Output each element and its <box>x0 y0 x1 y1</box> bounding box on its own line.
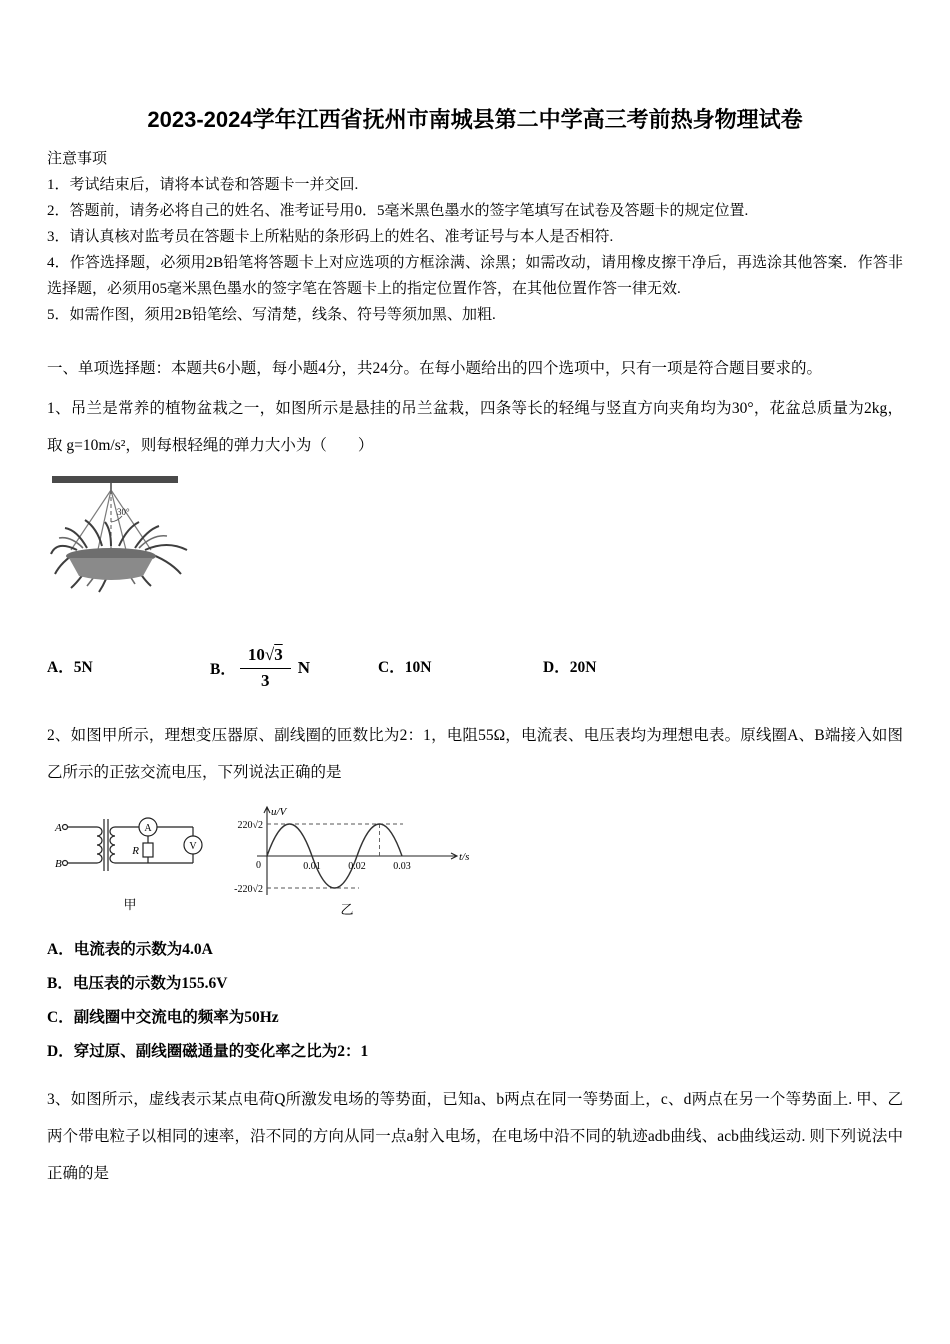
graph-x-label: t/s <box>459 851 470 863</box>
q2-options <box>47 933 903 1069</box>
q3-text: 3、如图所示，虚线表示某点电荷Q所激发电场的等势面，已知a、b两点在同一等势面上，c、d两点在另一个等势面上. 甲、乙两个带电粒子以相同的速率，沿不同的方向从同一点a射入电场，在电场中沿不同的轨迹adb曲线、acb曲线运动. 则下列说法中正确的是 <box>47 1091 903 1182</box>
notes-section <box>47 146 903 328</box>
note-item-1: 1．考试结束后，请将本试卷和答题卡一并交回. <box>47 177 359 193</box>
note-item-3: 3．请认真核对监考员在答题卡上所粘贴的条形码上的姓名、准考证号与本人是否相符. <box>47 229 614 245</box>
note-item-2: 2．答题前，请务必将自己的姓名、准考证号用0．5毫米黑色墨水的签字笔填写在试卷及答题卡的规定位置. <box>47 203 749 219</box>
graph-xtick-3: 0.03 <box>393 861 411 872</box>
ceiling-bar <box>52 476 178 483</box>
q1-text: 1、吊兰是常养的植物盆栽之一，如图所示是悬挂的吊兰盆栽，四条等长的轻绳与竖直方向夹角均为30°，花盆总质量为2kg，取 g=10m/s²，则每根轻绳的弹力大小为（ ） <box>47 400 903 454</box>
notes-heading: 注意事项 <box>47 151 108 167</box>
primary-coil <box>97 827 102 863</box>
graph-y-label: u/V <box>271 806 287 818</box>
fraction-denominator: 3 <box>261 671 270 690</box>
q2-option-a: A．电流表的示数为4.0A <box>47 941 213 958</box>
q1-option-c: C．10N <box>378 659 432 676</box>
hanging-plant-figure <box>47 470 197 598</box>
note-item-5: 5．如需作图，须用2B铅笔绘、写清楚，线条、符号等须加黑、加粗. <box>47 307 496 323</box>
resistor-icon <box>143 843 153 857</box>
note-item-4: 4．作答选择题，必须用2B铅笔将答题卡上对应选项的方框涂满、涂黑；如需改动，请用橡皮擦干净后，再选涂其他答案．作答非选择题，必须用05毫米黑色墨水的签字笔在答题卡上的指定位置作答，在其他位置作答一律无效. <box>47 255 903 297</box>
circuit-caption: 甲 <box>123 897 137 912</box>
secondary-coil <box>110 827 115 863</box>
q2-text: 2、如图甲所示，理想变压器原、副线圈的匝数比为2：1，电阻55Ω，电流表、电压表均为理想电表。原线圈A、B端接入如图乙所示的正弦交流电压，下列说法正确的是 <box>47 727 903 781</box>
q1-figure <box>47 470 903 603</box>
q1-option-b-fraction <box>240 645 291 691</box>
q2-option-c: C．副线圈中交流电的频率为50Hz <box>47 1009 279 1026</box>
q1-option-b <box>210 637 310 699</box>
graph-xtick-2: 0.02 <box>348 861 366 872</box>
q2-option-b: B．电压表的示数为155.6V <box>47 975 228 992</box>
q1-option-b-label: B． <box>210 661 236 678</box>
graph-ymin-label: -220√2 <box>234 884 263 895</box>
q2-figures <box>51 801 903 919</box>
section1-heading: 一、单项选择题：本题共6小题，每小题4分，共24分。在每小题给出的四个选项中，只有一项是符合题目要求的。 <box>47 360 823 377</box>
page-title: 2023-2024学年江西省抚州市南城县第二中学高三考前热身物理试卷 <box>147 107 803 132</box>
q1-options <box>47 637 903 699</box>
q1-option-b-unit: N <box>297 658 310 677</box>
ammeter-label: A <box>144 823 152 834</box>
graph-xtick-1: 0.01 <box>303 861 321 872</box>
graph-origin-label: 0 <box>256 860 261 871</box>
graph-axes <box>257 807 457 895</box>
voltmeter-label: V <box>189 841 197 852</box>
terminal-a-label: A <box>55 822 62 834</box>
q1-option-d: D．20N <box>543 659 597 676</box>
ac-voltage-graph-figure <box>227 801 477 919</box>
graph-caption: 乙 <box>340 902 354 917</box>
resistor-label: R <box>132 845 139 857</box>
fraction-numerator: 10√3 <box>240 645 291 669</box>
graph-ymax-label: 220√2 <box>237 820 263 831</box>
q2-option-d: D．穿过原、副线圈磁通量的变化率之比为2：1 <box>47 1043 369 1060</box>
q1-option-a: A．5N <box>47 659 93 676</box>
terminal-b-label: B <box>55 858 62 870</box>
transformer-circuit-figure <box>51 801 209 913</box>
angle-label: 30° <box>117 507 130 517</box>
